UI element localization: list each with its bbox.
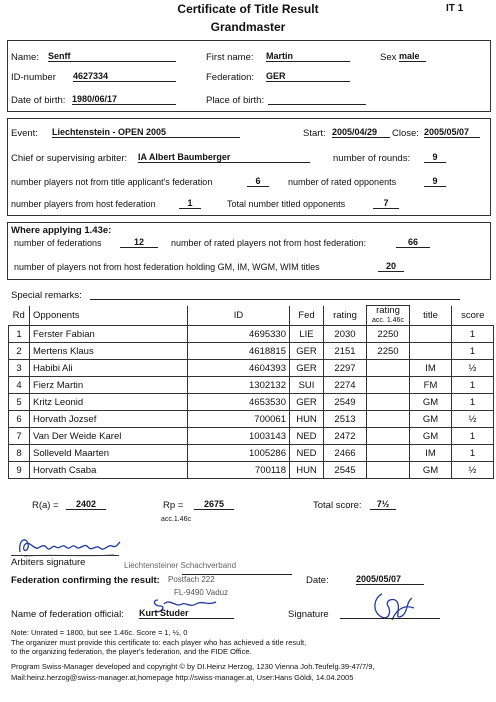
header-id: ID <box>188 306 290 326</box>
cell-rating-acc <box>367 411 410 428</box>
table-row <box>9 394 494 411</box>
cell-title: GM <box>410 462 452 479</box>
cell-rating-acc <box>367 462 410 479</box>
cell-rd: 7 <box>9 428 30 445</box>
event-value: Liechtenstein - OPEN 2005 <box>52 127 240 138</box>
cell-fed: GER <box>290 343 324 360</box>
cell-opponent: Ferster Fabian <box>30 326 188 343</box>
pob-label: Place of birth: <box>206 95 265 106</box>
table-row <box>9 411 494 428</box>
cell-fed: GER <box>290 360 324 377</box>
close-label: Close: <box>392 128 419 139</box>
cell-opponent: Habibi Ali <box>30 360 188 377</box>
cell-score: ½ <box>452 462 494 479</box>
federations-label: number of federations <box>14 238 102 248</box>
total-score-value: 7½ <box>370 499 396 510</box>
cell-rd: 3 <box>9 360 30 377</box>
cell-title <box>410 326 452 343</box>
stamp-line-2: Postfach 222 <box>168 575 215 584</box>
footer-program-1: Program Swiss-Manager developed and copyright © by DI.Heinz Herzog, 1230 Vienna Joh.Teufelg.39-47/7/9, <box>11 662 375 671</box>
cell-rd: 5 <box>9 394 30 411</box>
footer-program-2: Mail:heinz.herzog@swiss-manager.at,homepage http://swiss-manager.at, User:Hans Göldi, 14.04.2005 <box>11 673 354 682</box>
header-title: title <box>410 306 452 326</box>
form-code: IT 1 <box>446 3 464 14</box>
sex-value: male <box>399 51 426 62</box>
cell-id: 700061 <box>188 411 290 428</box>
table-row <box>9 445 494 462</box>
cell-rating-acc <box>367 377 410 394</box>
cell-score: 1 <box>452 343 494 360</box>
name-value: Senff <box>48 51 176 62</box>
cell-fed: SUI <box>290 377 324 394</box>
cell-title: IM <box>410 445 452 462</box>
arbiter-sig-label: Arbiters signature <box>11 557 86 568</box>
titled-opponents-value: 7 <box>373 198 399 209</box>
cell-fed: HUN <box>290 411 324 428</box>
results-table <box>8 305 494 479</box>
header-rating-acc-bottom: acc. 1.46c <box>372 317 404 324</box>
cell-id: 1302132 <box>188 377 290 394</box>
cell-opponent: Kritz Leonid <box>30 394 188 411</box>
cell-id: 700118 <box>188 462 290 479</box>
cell-rd: 4 <box>9 377 30 394</box>
header-fed: Fed <box>290 306 324 326</box>
remarks-label: Special remarks: <box>11 290 82 301</box>
cell-rating: 2030 <box>324 326 367 343</box>
date-label: Date: <box>306 575 329 586</box>
cell-score: 1 <box>452 445 494 462</box>
table-row <box>9 360 494 377</box>
cell-rating-acc <box>367 394 410 411</box>
rated-opponents-label: number of rated opponents <box>288 177 397 187</box>
rp-value: 2675 <box>194 499 234 510</box>
cell-opponent: Fierz Martin <box>30 377 188 394</box>
cell-title <box>410 343 452 360</box>
footer-note-3: to the organizing federation, the player's federation, and the FIDE Office. <box>11 647 252 656</box>
cell-rating-acc <box>367 428 410 445</box>
table-row <box>9 428 494 445</box>
cell-fed: LIE <box>290 326 324 343</box>
federations-value: 12 <box>120 237 158 248</box>
cell-score: 1 <box>452 428 494 445</box>
cell-rating: 2472 <box>324 428 367 445</box>
ra-value: 2402 <box>66 499 106 510</box>
sex-label: Sex <box>380 52 397 63</box>
dob-label: Date of birth: <box>11 95 66 106</box>
stamp-line-3: FL-9490 Vaduz <box>174 588 229 597</box>
footer-note-2: The organizer must provide this certificate to: each player who has achieved a title result, <box>11 638 307 647</box>
signature-scribble <box>368 590 418 626</box>
cell-rd: 8 <box>9 445 30 462</box>
table-row <box>9 377 494 394</box>
host-fed-label: number players from host federation <box>11 199 156 209</box>
official-label: Name of federation official: <box>11 609 124 620</box>
cell-rating: 2466 <box>324 445 367 462</box>
rated-opponents-value: 9 <box>424 176 446 187</box>
cell-score: 1 <box>452 326 494 343</box>
cell-title: GM <box>410 428 452 445</box>
host-fed-value: 1 <box>179 198 201 209</box>
name-label: Name: <box>11 52 39 63</box>
rp-label: Rp = <box>163 500 184 511</box>
cell-title: FM <box>410 377 452 394</box>
cell-id: 1003143 <box>188 428 290 445</box>
fed-confirm-label: Federation confirming the result: <box>11 575 160 586</box>
cell-rating-acc <box>367 360 410 377</box>
cell-rd: 9 <box>9 462 30 479</box>
signature-line <box>340 618 440 619</box>
firstname-label: First name: <box>206 52 254 63</box>
cell-opponent: Mertens Klaus <box>30 343 188 360</box>
header-rd: Rd <box>9 306 30 326</box>
ra-label: R(a) = <box>32 500 59 511</box>
header-rating-acc <box>367 306 410 326</box>
titled-not-host-label: number of players not from host federation holding GM, IM, WGM, WIM titles <box>14 262 320 272</box>
pob-value <box>268 104 366 105</box>
certificate-title: Certificate of Title Result <box>177 2 319 16</box>
cell-opponent: Horvath Jozsef <box>30 411 188 428</box>
date-value: 2005/05/07 <box>356 574 424 585</box>
federation-value: GER <box>266 71 350 82</box>
cell-rd: 2 <box>9 343 30 360</box>
titled-opponents-label: Total number titled opponents <box>227 199 346 209</box>
titled-not-host-value: 20 <box>378 261 404 272</box>
table-row <box>9 326 494 343</box>
cell-id: 4695330 <box>188 326 290 343</box>
cell-rating-acc: 2250 <box>367 326 410 343</box>
cell-rating-acc: 2250 <box>367 343 410 360</box>
cell-rd: 1 <box>9 326 30 343</box>
table-row <box>9 462 494 479</box>
signature-label: Signature <box>288 609 329 620</box>
not-from-fed-value: 6 <box>247 176 269 187</box>
cell-rating: 2549 <box>324 394 367 411</box>
table-header-row <box>9 306 494 326</box>
arbiter-value: IA Albert Baumberger <box>138 152 310 163</box>
cell-score: 1 <box>452 377 494 394</box>
cell-id: 4653530 <box>188 394 290 411</box>
cell-rd: 6 <box>9 411 30 428</box>
cell-title: IM <box>410 360 452 377</box>
cell-rating: 2545 <box>324 462 367 479</box>
remarks-value <box>90 299 460 300</box>
cell-rating: 2513 <box>324 411 367 428</box>
cell-rating: 2297 <box>324 360 367 377</box>
arbiter-label: Chief or supervising arbiter: <box>11 153 128 164</box>
cell-fed: NED <box>290 428 324 445</box>
table-row <box>9 343 494 360</box>
rounds-label: number of rounds: <box>333 153 411 164</box>
rounds-value: 9 <box>424 152 446 163</box>
not-from-fed-label: number players not from title applicant's federation <box>11 177 213 187</box>
close-value: 2005/05/07 <box>424 127 480 138</box>
title-type: Grandmaster <box>210 20 286 34</box>
total-score-label: Total score: <box>313 500 362 511</box>
cell-opponent: Solleveld Maarten <box>30 445 188 462</box>
header-rating: rating <box>324 306 367 326</box>
footer-note-1: Note: Unrated = 1800, but see 1.46c. Score = 1, ½, 0 <box>11 628 188 637</box>
federation-label: Federation: <box>206 72 255 83</box>
cell-fed: GER <box>290 394 324 411</box>
start-value: 2005/04/29 <box>332 127 390 138</box>
event-label: Event: <box>11 128 38 139</box>
cell-opponent: Horvath Csaba <box>30 462 188 479</box>
start-label: Start: <box>303 128 326 139</box>
header-rating-acc-top: rating <box>376 305 400 316</box>
cell-fed: HUN <box>290 462 324 479</box>
cell-fed: NED <box>290 445 324 462</box>
header-opponents: Opponents <box>30 306 188 326</box>
cell-rating-acc <box>367 445 410 462</box>
cell-id: 4604393 <box>188 360 290 377</box>
dob-value: 1980/06/17 <box>72 94 176 105</box>
cell-score: ½ <box>452 411 494 428</box>
arbiter-sig-line <box>11 555 119 556</box>
header-score: score <box>452 306 494 326</box>
cell-title: GM <box>410 411 452 428</box>
rated-not-host-label: number of rated players not from host federation: <box>171 238 367 248</box>
rp-note: acc.1.46c <box>161 516 191 523</box>
cell-rating: 2274 <box>324 377 367 394</box>
cell-opponent: Van Der Weide Karel <box>30 428 188 445</box>
cell-id: 4618815 <box>188 343 290 360</box>
id-label: ID-number <box>11 72 56 83</box>
rated-not-host-value: 66 <box>396 237 430 248</box>
cell-title: GM <box>410 394 452 411</box>
cell-score: 1 <box>452 394 494 411</box>
id-value: 4627334 <box>73 71 176 82</box>
cell-rating: 2151 <box>324 343 367 360</box>
stamp-line-1: Liechtensteiner Schachverband <box>124 561 237 570</box>
cell-id: 1005286 <box>188 445 290 462</box>
official-value: Kurt Studer <box>139 608 234 619</box>
rule-143e-heading: Where applying 1.43e: <box>11 225 112 236</box>
firstname-value: Martin <box>266 51 350 62</box>
cell-score: ½ <box>452 360 494 377</box>
